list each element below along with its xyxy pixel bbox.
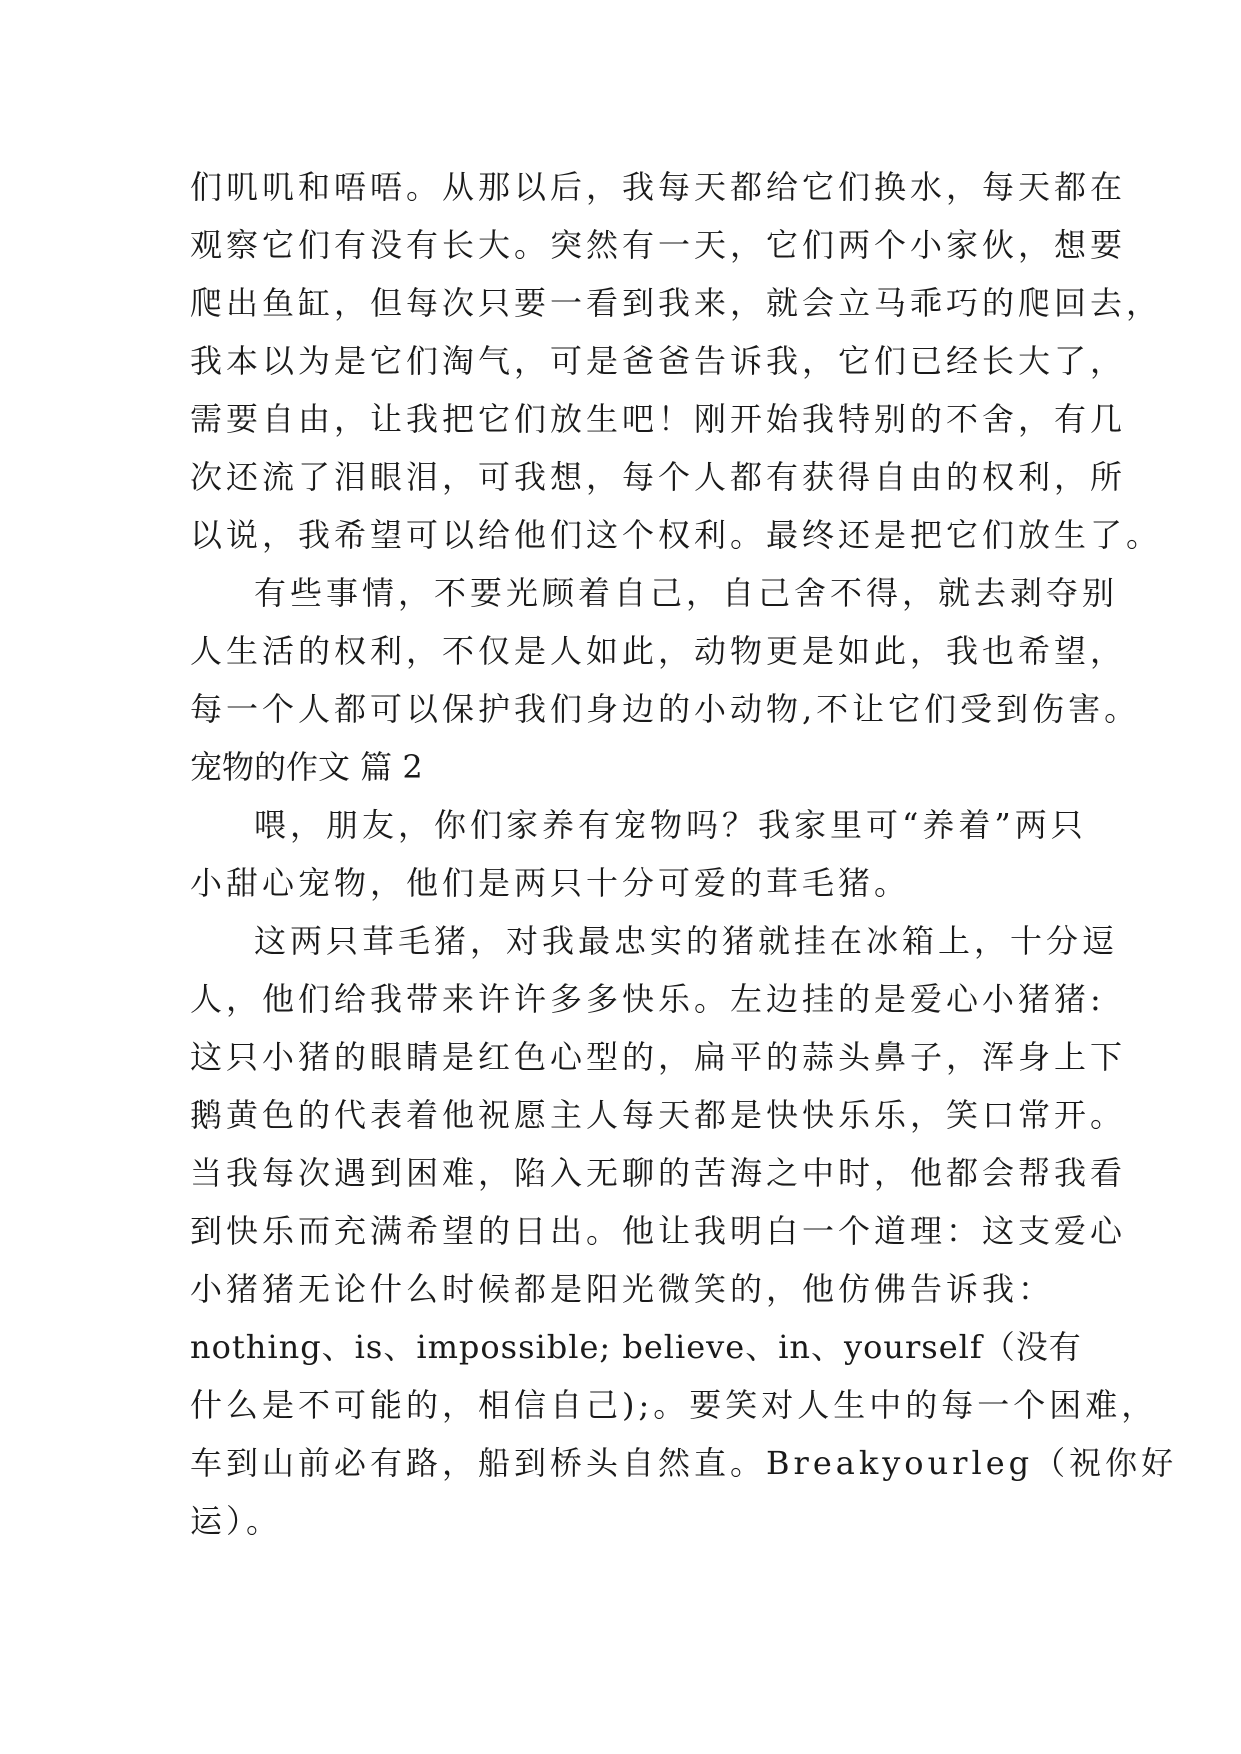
text-line: 人，他们给我带来许许多多快乐。左边挂的是爱心小猪猪:: [190, 980, 1105, 1018]
text-line: 小猪猪无论什么时候都是阳光微笑的，他仿佛告诉我：: [190, 1270, 1055, 1308]
paragraph-first-line: 这两只茸毛猪，对我最忠实的猪就挂在冰箱上，十分逗: [254, 922, 1119, 960]
section-heading: 宠物的作文 篇 2: [190, 748, 423, 786]
text-line: 这只小猪的眼睛是红色心型的，扁平的蒜头鼻子，浑身上下: [190, 1038, 1127, 1076]
text-line: 们叽叽和唔唔。从那以后，我每天都给它们换水，每天都在: [190, 168, 1127, 206]
text-line: 当我每次遇到困难，陷入无聊的苦海之中时，他都会帮我看: [190, 1154, 1127, 1192]
text-line: 观察它们有没有长大。突然有一天，它们两个小家伙，想要: [190, 226, 1127, 264]
text-line: 需要自由，让我把它们放生吧！刚开始我特别的不舍，有几: [190, 400, 1127, 438]
text-line: 我本以为是它们淘气，可是爸爸告诉我，它们已经长大了，: [190, 342, 1127, 380]
text-line: 小甜心宠物，他们是两只十分可爱的茸毛猪。: [190, 864, 911, 902]
paragraph-first-line: 有些事情，不要光顾着自己，自己舍不得，就去剥夺别: [254, 574, 1119, 612]
text-line: nothing、is、impossible; believe、in、yourself（没有: [190, 1328, 1082, 1366]
text-line: 以说，我希望可以给他们这个权利。最终还是把它们放生了。: [190, 516, 1163, 554]
text-line: 车到山前必有路，船到桥头自然直。Breakyourleg（祝你好: [190, 1444, 1178, 1482]
text-line: 鹅黄色的代表着他祝愿主人每天都是快快乐乐，笑口常开。: [190, 1096, 1127, 1134]
text-line: 人生活的权利，不仅是人如此，动物更是如此，我也希望，: [190, 632, 1127, 670]
text-line: 次还流了泪眼泪，可我想，每个人都有获得自由的权利，所: [190, 458, 1127, 496]
paragraph-first-line: 喂，朋友，你们家养有宠物吗？我家里可“养着”两只: [254, 806, 1087, 844]
text-line: 爬出鱼缸，但每次只要一看到我来，就会立马乖巧的爬回去，: [190, 284, 1163, 322]
text-line: 什么是不可能的，相信自己);。要笑对人生中的每一个困难，: [190, 1386, 1158, 1424]
document-body: [190, 158, 1178, 1550]
text-line: 到快乐而充满希望的日出。他让我明白一个道理：这支爱心: [190, 1212, 1127, 1250]
text-line: 运）。: [190, 1502, 283, 1540]
text-line: 每一个人都可以保护我们身边的小动物,不让它们受到伤害。: [190, 690, 1141, 728]
